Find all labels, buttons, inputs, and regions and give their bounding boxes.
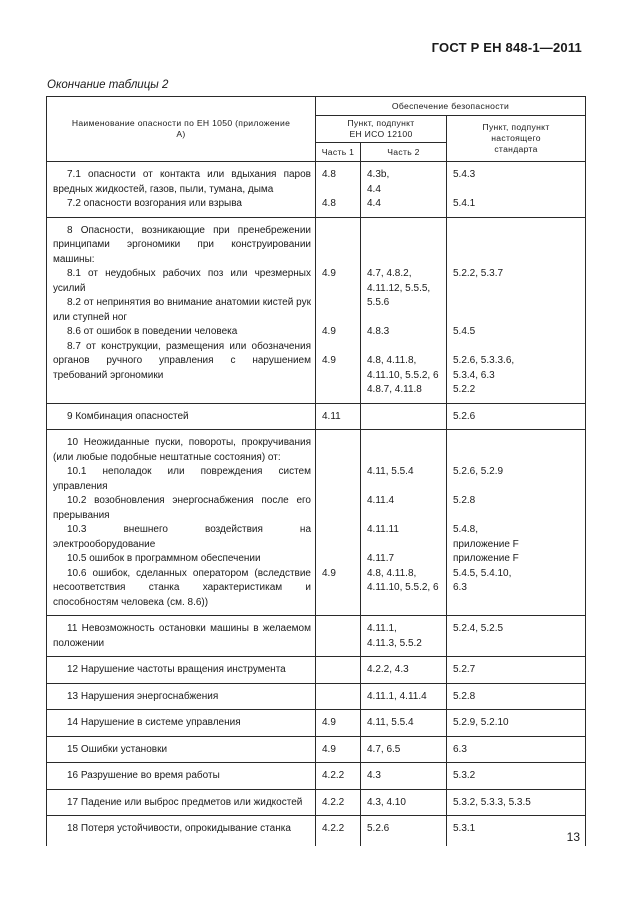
clause-ref: [453, 224, 581, 239]
clause-ref: [367, 253, 442, 268]
clause-ref: [322, 238, 356, 253]
clause-ref: 4.8: [322, 198, 336, 209]
clause-ref: 4.7, 6.5: [367, 743, 401, 755]
hazard-text: 8.6 от ошибок в поведении человека: [67, 326, 238, 337]
clause-ref: [322, 663, 356, 678]
clause-ref: [453, 480, 581, 495]
table-row: [47, 616, 586, 657]
clause-ref: 5.2.6, 5.3.3.6,: [453, 355, 515, 366]
clause-ref: 4.11.10, 5.5.2, 6: [367, 369, 439, 381]
clause-ref: 4.9: [322, 717, 336, 728]
table-row: [47, 657, 586, 684]
standard-cell: [447, 710, 586, 737]
clause-ref: 4.2.2, 4.3: [367, 664, 409, 675]
hazard-text: 9 Комбинация опасностей: [67, 410, 189, 422]
clause-ref: [453, 509, 581, 524]
clause-ref: 5.2.7: [453, 664, 476, 675]
clause-ref: 4.2.2: [322, 796, 345, 808]
standard-cell: [447, 657, 586, 684]
hazard-name-cell: [47, 683, 316, 710]
clause-ref: [453, 311, 581, 326]
clause-ref: 6.3: [453, 582, 467, 593]
table-row: [47, 162, 586, 218]
hazard-name-cell: [47, 710, 316, 737]
clause-ref: 5.2.2, 5.3.7: [453, 268, 504, 279]
part-1-cell: [316, 736, 361, 763]
hazard-table: [46, 96, 586, 846]
header-safety: Обеспечение безопасности: [316, 97, 586, 116]
clause-ref: [322, 451, 356, 466]
hazard-text: 10.2 возобновления энергоснабжения после его прерывания: [53, 495, 311, 521]
clause-ref: [367, 224, 442, 239]
clause-ref: [367, 340, 442, 355]
clause-ref: 4.11.1,: [367, 623, 397, 634]
clause-ref: 5.4.3: [453, 169, 476, 180]
clause-ref: 5.4.1: [453, 198, 476, 209]
hazard-name-cell: [47, 217, 316, 403]
header-this-standard: Пункт, подпункт настоящего стандарта: [447, 116, 586, 162]
clause-ref: 5.5.6: [367, 297, 390, 308]
header-hazard-name: Наименование опасности по ЕН 1050 (приложение А): [47, 97, 316, 162]
clause-ref: [367, 480, 442, 495]
table-row: [47, 403, 586, 430]
clause-ref: 4.9: [322, 567, 336, 579]
clause-ref: [453, 451, 581, 466]
hazard-text: 8.1 от неудобных рабочих поз или чрезмерных усилий: [53, 268, 311, 294]
table-row: [47, 763, 586, 790]
clause-ref: [453, 340, 581, 355]
hazard-text: 14 Нарушение в системе управления: [67, 717, 241, 728]
clause-ref: 5.4.5, 5.4.10,: [453, 567, 512, 579]
hazard-name-cell: [47, 403, 316, 430]
clause-ref: [322, 183, 356, 198]
standard-cell: [447, 403, 586, 430]
part-1-cell: [316, 789, 361, 816]
part-1-cell: [316, 217, 361, 403]
clause-ref: 4.8.3: [367, 326, 390, 337]
clause-ref: 4.11.12, 5.5.5,: [367, 282, 431, 294]
table-row: [47, 683, 586, 710]
clause-ref: 4.11.11: [367, 524, 399, 535]
hazard-text: 18 Потеря устойчивости, опрокидывание станка: [67, 823, 291, 834]
clause-ref: 4.9: [322, 326, 336, 337]
clause-ref: [453, 183, 581, 198]
hazard-text: 11 Невозможность остановки машины в желаемом положении: [53, 623, 311, 649]
clause-ref: 4.4: [367, 198, 381, 209]
part-1-cell: [316, 683, 361, 710]
table-row: [47, 789, 586, 816]
hazard-text: 8.7 от конструкции, размещения или обозначения органов ручного управления с нарушением требований эргономики: [53, 340, 311, 381]
standard-cell: [447, 162, 586, 218]
clause-ref: [453, 238, 581, 253]
clause-ref: [367, 509, 442, 524]
clause-ref: [322, 224, 356, 239]
page-number: 13: [566, 830, 580, 844]
standard-cell: [447, 430, 586, 616]
standard-cell: [447, 789, 586, 816]
table-row: [47, 710, 586, 737]
part-1-cell: [316, 403, 361, 430]
clause-ref: [322, 465, 356, 480]
hazard-name-cell: [47, 763, 316, 790]
part-2-cell: [361, 816, 447, 846]
clause-ref: [367, 538, 442, 553]
part-2-cell: [361, 403, 447, 430]
clause-ref: 5.4.8,: [453, 524, 479, 535]
clause-ref: 5.2.6, 5.2.9: [453, 466, 504, 477]
clause-ref: 4.11.3, 5.5.2: [367, 637, 422, 649]
clause-ref: [367, 451, 442, 466]
clause-ref: [322, 480, 356, 495]
clause-ref: 4.11.4: [367, 495, 395, 506]
clause-ref: [322, 311, 356, 326]
clause-ref: 5.3.1: [453, 823, 476, 834]
part-2-cell: [361, 683, 447, 710]
clause-ref: [453, 253, 581, 268]
clause-ref: 5.3.2, 5.3.3, 5.3.5: [453, 796, 531, 808]
part-1-cell: [316, 763, 361, 790]
header-part-2: Часть 2: [361, 143, 447, 162]
clause-ref: 4.9: [322, 355, 336, 366]
hazard-text: 10.3 внешнего воздействия на электрооборудование: [53, 524, 311, 550]
table-body: [47, 162, 586, 846]
part-2-cell: [361, 789, 447, 816]
clause-ref: 4.11.7: [367, 553, 395, 564]
part-2-cell: [361, 763, 447, 790]
table-row: [47, 736, 586, 763]
clause-ref: приложение F: [453, 538, 519, 550]
hazard-text: 10 Неожиданные пуски, повороты, прокручивания (или любые подобные нештатные состояния) от:: [53, 437, 311, 463]
clause-ref: [367, 410, 442, 425]
clause-ref: [453, 282, 581, 297]
table-row: [47, 430, 586, 616]
clause-ref: 5.2.4, 5.2.5: [453, 623, 504, 634]
clause-ref: 4.4: [367, 183, 381, 195]
clause-ref: [322, 436, 356, 451]
clause-ref: 4.3b,: [367, 169, 390, 180]
clause-ref: 4.11.1, 4.11.4: [367, 690, 427, 702]
clause-ref: 5.2.6: [453, 410, 476, 422]
clause-ref: 4.8.7, 4.11.8: [367, 384, 422, 395]
hazard-name-cell: [47, 789, 316, 816]
clause-ref: 5.2.9, 5.2.10: [453, 717, 509, 728]
clause-ref: [322, 523, 356, 538]
clause-ref: 5.2.6: [367, 823, 390, 834]
hazard-text: 15 Ошибки установки: [67, 743, 168, 755]
standard-designation: ГОСТ Р ЕН 848-1—2011: [431, 40, 582, 55]
hazard-text: 7.1 опасности от контакта или вдыхания паров вредных жидкостей, газов, пыли, тумана, дыма: [53, 169, 311, 195]
clause-ref: [322, 296, 356, 311]
table-row: [47, 816, 586, 846]
hazard-text: 12 Нарушение частоты вращения инструмента: [67, 664, 286, 675]
clause-ref: [367, 436, 442, 451]
clause-ref: 4.8, 4.11.8,: [367, 355, 417, 366]
part-1-cell: [316, 816, 361, 846]
clause-ref: 5.2.8: [453, 690, 476, 702]
hazard-name-cell: [47, 616, 316, 657]
clause-ref: [322, 494, 356, 509]
hazard-text: 10.5 ошибок в программном обеспечении: [67, 553, 261, 564]
clause-ref: 5.2.2: [453, 384, 476, 395]
standard-cell: [447, 816, 586, 846]
hazard-name-cell: [47, 430, 316, 616]
header-part-1: Часть 1: [316, 143, 361, 162]
clause-ref: [322, 622, 356, 637]
clause-ref: [322, 340, 356, 355]
clause-ref: [322, 552, 356, 567]
part-1-cell: [316, 162, 361, 218]
part-2-cell: [361, 616, 447, 657]
clause-ref: [453, 436, 581, 451]
standard-cell: [447, 616, 586, 657]
part-1-cell: [316, 710, 361, 737]
clause-ref: [322, 690, 356, 705]
table-row: [47, 217, 586, 403]
clause-ref: [453, 296, 581, 311]
clause-ref: приложение F: [453, 553, 519, 564]
table-caption: Окончание таблицы 2: [47, 79, 169, 91]
hazard-text: 8 Опасности, возникающие при пренебрежении принципами эргономики при конструировании машины:: [53, 224, 311, 265]
hazard-text: 10.6 ошибок, сделанных оператором (вследствие несоответствия станка характеристикам и способностям человека (см. 8.6)): [53, 567, 311, 608]
clause-ref: 4.2.2: [322, 823, 345, 834]
clause-ref: 5.3.4, 6.3: [453, 369, 495, 381]
clause-ref: 5.2.8: [453, 495, 476, 506]
clause-ref: 4.11, 5.5.4: [367, 466, 414, 477]
clause-ref: [367, 311, 442, 326]
header-iso-12100: Пункт, подпункт ЕН ИСО 12100: [316, 116, 447, 143]
clause-ref: 4.11: [322, 410, 341, 422]
part-2-cell: [361, 657, 447, 684]
clause-ref: 4.11, 5.5.4: [367, 717, 414, 728]
clause-ref: 5.3.2: [453, 770, 476, 781]
clause-ref: 4.11.10, 5.5.2, 6: [367, 582, 439, 593]
clause-ref: 4.8, 4.11.8,: [367, 567, 417, 579]
standard-cell: [447, 763, 586, 790]
standard-cell: [447, 736, 586, 763]
part-2-cell: [361, 710, 447, 737]
hazard-name-cell: [47, 816, 316, 846]
clause-ref: [322, 253, 356, 268]
hazard-text: 17 Падение или выброс предметов или жидкостей: [67, 796, 303, 808]
part-1-cell: [316, 430, 361, 616]
standard-cell: [447, 217, 586, 403]
part-2-cell: [361, 736, 447, 763]
clause-ref: 4.2.2: [322, 770, 345, 781]
clause-ref: 4.8: [322, 169, 336, 180]
clause-ref: 4.7, 4.8.2,: [367, 268, 412, 279]
hazard-text: 13 Нарушения энергоснабжения: [67, 690, 219, 702]
hazard-text: 7.2 опасности возгорания или взрыва: [67, 198, 242, 209]
clause-ref: 4.3: [367, 770, 381, 781]
part-2-cell: [361, 217, 447, 403]
hazard-text: 16 Разрушение во время работы: [67, 770, 220, 781]
hazard-name-cell: [47, 162, 316, 218]
clause-ref: 6.3: [453, 743, 467, 755]
part-2-cell: [361, 430, 447, 616]
standard-cell: [447, 683, 586, 710]
clause-ref: [322, 538, 356, 553]
hazard-name-cell: [47, 657, 316, 684]
part-1-cell: [316, 616, 361, 657]
hazard-name-cell: [47, 736, 316, 763]
clause-ref: [322, 509, 356, 524]
clause-ref: 4.9: [322, 268, 336, 279]
clause-ref: 4.3, 4.10: [367, 796, 406, 808]
clause-ref: [367, 238, 442, 253]
clause-ref: 4.9: [322, 743, 336, 755]
clause-ref: [322, 282, 356, 297]
hazard-text: 8.2 от непринятия во внимание анатомии кистей рук или ступней ног: [53, 297, 311, 323]
part-1-cell: [316, 657, 361, 684]
hazard-text: 10.1 неполадок или повреждения систем управления: [53, 466, 311, 492]
part-2-cell: [361, 162, 447, 218]
clause-ref: 5.4.5: [453, 326, 476, 337]
